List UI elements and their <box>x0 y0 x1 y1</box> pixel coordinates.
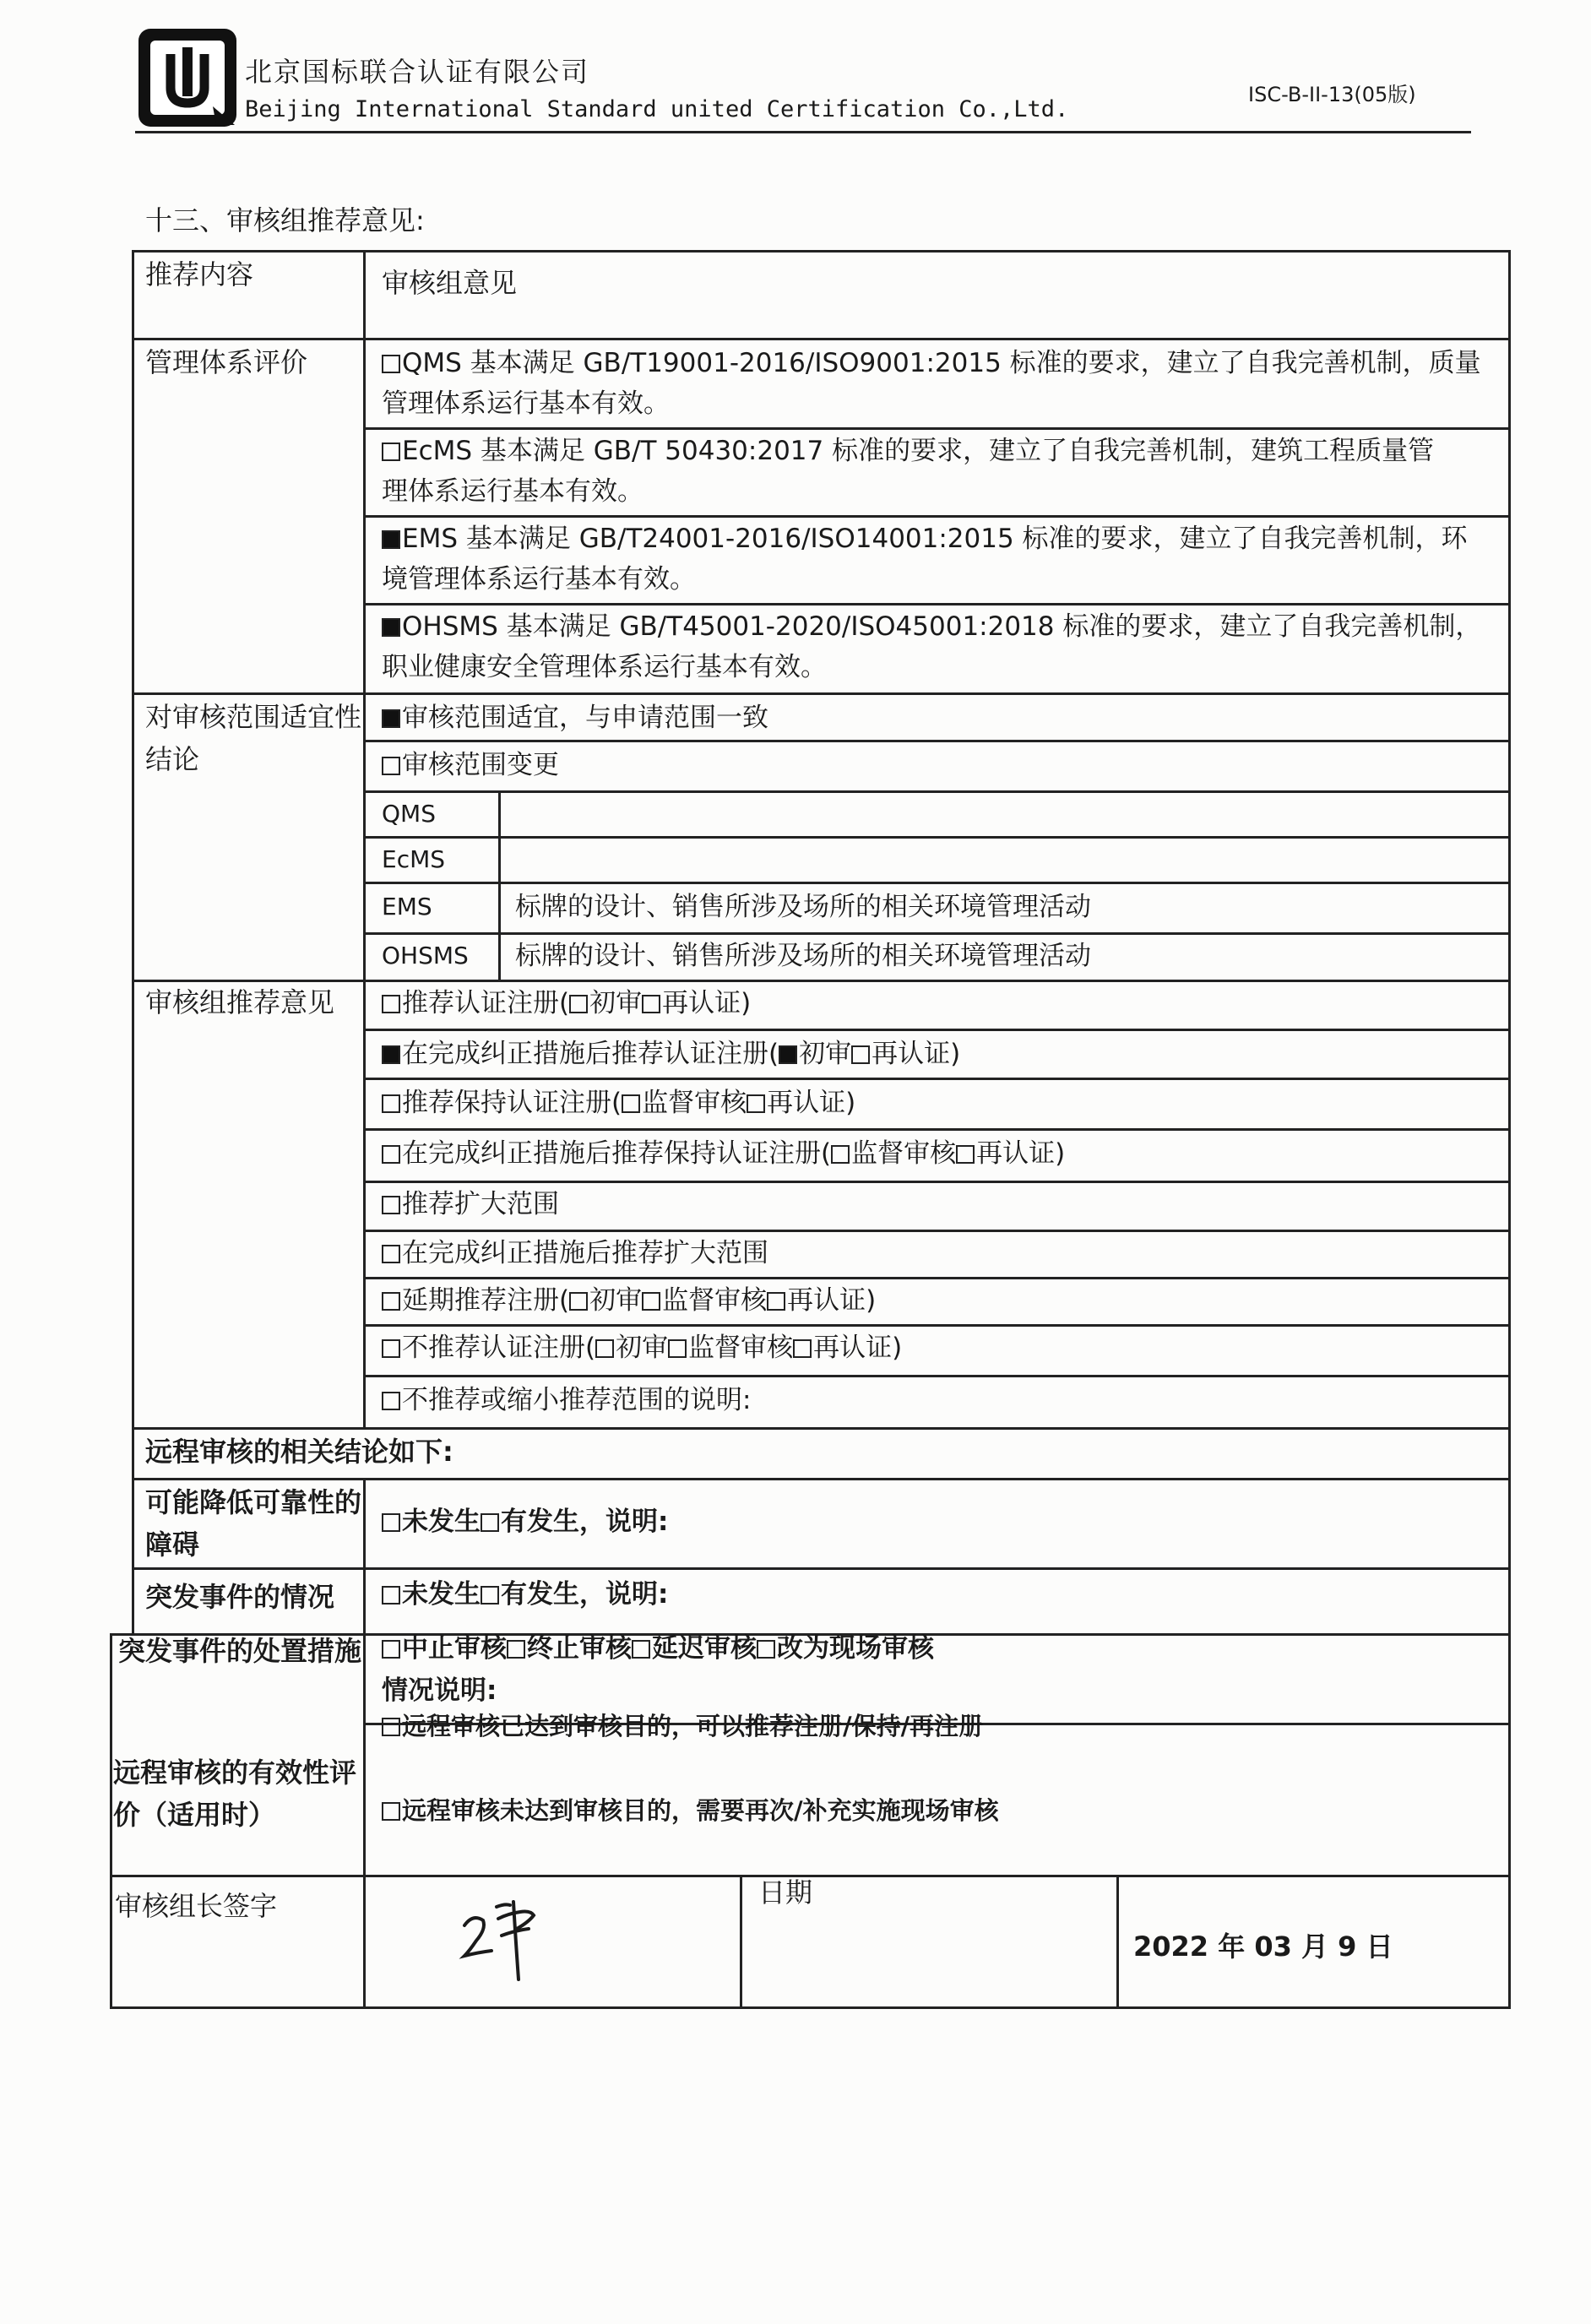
col-header-opinion: 审核组意见 <box>382 267 518 299</box>
rec-3-checkbox[interactable] <box>382 1094 400 1113</box>
ems-checkbox[interactable] <box>382 530 400 549</box>
handling-label: 突发事件的处置措施 <box>118 1635 362 1667</box>
leader-signature <box>448 1873 566 1983</box>
rec-1-checkbox[interactable] <box>382 995 400 1013</box>
handling-delay-checkbox[interactable] <box>632 1640 650 1659</box>
rec-1-recert-checkbox[interactable] <box>642 995 660 1013</box>
rec-2-initial: 初审 <box>799 1039 852 1069</box>
rec-option-2 <box>382 1034 960 1074</box>
rec-option-8 <box>382 1328 902 1368</box>
ecms-checkbox[interactable] <box>382 443 400 461</box>
rec-option-1 <box>382 983 751 1024</box>
ohsms-text: OHSMS 基本满足 GB/T45001-2020/ISO45001:2018 标准的要求，建立了自我完善机制， <box>402 611 1482 642</box>
effectiveness-achieved <box>382 1706 983 1746</box>
rec-5-checkbox[interactable] <box>382 1196 400 1214</box>
ems-text-cont: 境管理体系运行基本有效。 <box>382 564 696 595</box>
ems-text: EMS 基本满足 GB/T24001-2016/ISO14001:2015 标准的要求，建立了自我完善机制，环 <box>402 524 1468 554</box>
mgmt-eval-qms <box>382 343 1481 424</box>
reliability-options <box>382 1501 668 1542</box>
rec-4-surv: 监督审核 <box>851 1138 957 1169</box>
incident-occurred-checkbox[interactable] <box>481 1586 499 1605</box>
rec-7-text: 延期推荐注册( <box>402 1285 570 1316</box>
scope-std-ecms: EcMS <box>382 845 446 873</box>
col-header-content: 推荐内容 <box>145 258 254 290</box>
recommend-label: 审核组推荐意见 <box>145 986 335 1018</box>
header-divider <box>135 131 1471 133</box>
rec-1-text: 推荐认证注册( <box>402 988 570 1018</box>
handling-suspend-checkbox[interactable] <box>382 1640 400 1659</box>
reliability-occurred: 有发生，说明: <box>501 1507 669 1537</box>
rec-3-recert-checkbox[interactable] <box>747 1094 765 1113</box>
handling-options <box>382 1628 934 1669</box>
mgmt-eval-ohsms <box>382 606 1481 687</box>
mgmt-eval-ems <box>382 519 1468 600</box>
rec-3-recert: 再认证) <box>767 1088 856 1118</box>
scope-changed-checkbox[interactable] <box>382 757 400 775</box>
rec-8-text: 不推荐认证注册( <box>402 1333 596 1363</box>
handling-terminate-checkbox[interactable] <box>507 1640 525 1659</box>
scope-text-ohsms: 标牌的设计、销售所涉及场所的相关环境管理活动 <box>515 941 1091 971</box>
incident-label: 突发事件的情况 <box>145 1581 335 1613</box>
rec-option-5 <box>382 1184 559 1224</box>
rec-9-text: 不推荐或缩小推荐范围的说明: <box>402 1385 752 1415</box>
rec-7-surv: 监督审核 <box>662 1285 768 1316</box>
rec-4-recert-checkbox[interactable] <box>956 1145 975 1164</box>
rec-3-surv: 监督审核 <box>642 1088 747 1118</box>
incident-not-occurred-checkbox[interactable] <box>382 1586 400 1605</box>
reliability-not-occurred-checkbox[interactable] <box>382 1513 400 1532</box>
rec-3-surv-checkbox[interactable] <box>622 1094 640 1113</box>
scope-std-ohsms: OHSMS <box>382 942 469 969</box>
rec-8-surv: 监督审核 <box>688 1333 794 1363</box>
situation-label: 情况说明: <box>382 1675 497 1706</box>
rec-2-recert-checkbox[interactable] <box>851 1045 870 1064</box>
scope-changed-text: 审核范围变更 <box>402 750 559 780</box>
rec-4-recert: 再认证) <box>976 1138 1066 1169</box>
handling-terminate: 终止审核 <box>527 1633 632 1664</box>
qms-checkbox[interactable] <box>382 355 400 373</box>
section-title: 十三、审核组推荐意见: <box>145 204 425 236</box>
rec-6-text: 在完成纠正措施后推荐扩大范围 <box>402 1238 768 1268</box>
rec-option-3 <box>382 1083 855 1123</box>
effect-achieved-checkbox[interactable] <box>382 1718 400 1736</box>
rec-8-surv-checkbox[interactable] <box>668 1339 687 1358</box>
incident-not-occurred: 未发生 <box>402 1579 481 1610</box>
scope-std-ems: EMS <box>382 893 432 920</box>
rec-7-initial-checkbox[interactable] <box>569 1292 588 1311</box>
rec-4-text: 在完成纠正措施后推荐保持认证注册( <box>402 1138 832 1169</box>
effectiveness-label: 远程审核的有效性评价（适用时） <box>113 1757 357 1831</box>
effect-not-achieved-text: 远程审核未达到审核目的，需要再次/补充实施现场审核 <box>402 1796 999 1825</box>
date-value: 2022 年 03 月 9 日 <box>1133 1930 1393 1963</box>
scope-std-qms: QMS <box>382 800 436 828</box>
rec-8-checkbox[interactable] <box>382 1339 400 1358</box>
handling-onsite-checkbox[interactable] <box>757 1640 775 1659</box>
rec-8-initial: 初审 <box>616 1333 669 1363</box>
rec-8-recert: 再认证) <box>813 1333 903 1363</box>
mgmt-eval-label: 管理体系评价 <box>145 346 308 378</box>
rec-option-9 <box>382 1380 751 1420</box>
effect-achieved-text: 远程审核已达到审核目的，可以推荐注册/保持/再注册 <box>402 1712 984 1740</box>
ohsms-text-cont: 职业健康安全管理体系运行基本有效。 <box>382 652 827 682</box>
rec-option-4 <box>382 1133 1065 1174</box>
rec-2-initial-checkbox[interactable] <box>779 1045 797 1064</box>
reliability-occurred-checkbox[interactable] <box>481 1513 499 1532</box>
scope-consistent-checkbox[interactable] <box>382 709 400 728</box>
company-name-cn: 北京国标联合认证有限公司 <box>245 56 590 88</box>
scope-option-changed <box>382 745 559 785</box>
rec-1-recert: 再认证) <box>662 988 752 1018</box>
effectiveness-not-achieved <box>382 1790 999 1831</box>
rec-4-checkbox[interactable] <box>382 1145 400 1164</box>
scope-option-consistent <box>382 698 768 738</box>
reliability-label: 可能降低可靠性的障碍 <box>145 1486 362 1561</box>
rec-1-initial-checkbox[interactable] <box>569 995 588 1013</box>
rec-7-recert-checkbox[interactable] <box>767 1292 785 1311</box>
remote-title: 远程审核的相关结论如下: <box>145 1436 453 1468</box>
rec-7-initial: 初审 <box>589 1285 643 1316</box>
rec-9-checkbox[interactable] <box>382 1392 400 1410</box>
reliability-not-occurred: 未发生 <box>402 1507 481 1537</box>
handling-suspend: 中止审核 <box>402 1633 507 1664</box>
scope-label: 对审核范围适宜性结论 <box>145 701 362 775</box>
rec-5-text: 推荐扩大范围 <box>402 1189 559 1219</box>
leader-sign-label: 审核组长签字 <box>115 1890 278 1922</box>
rec-3-text: 推荐保持认证注册( <box>402 1088 622 1118</box>
rec-4-surv-checkbox[interactable] <box>831 1145 850 1164</box>
rec-7-surv-checkbox[interactable] <box>642 1292 660 1311</box>
company-logo <box>135 25 240 130</box>
effect-not-achieved-checkbox[interactable] <box>382 1802 400 1821</box>
rec-1-initial: 初审 <box>589 988 643 1018</box>
rec-option-6 <box>382 1233 768 1273</box>
incident-occurred: 有发生，说明: <box>501 1579 669 1610</box>
rec-2-recert: 再认证) <box>872 1039 961 1069</box>
document-code: ISC-B-II-13(05版) <box>1248 83 1416 106</box>
rec-8-recert-checkbox[interactable] <box>793 1339 812 1358</box>
ecms-text: EcMS 基本满足 GB/T 50430:2017 标准的要求，建立了自我完善机制，建筑工程质量管 <box>402 436 1435 466</box>
handling-delay: 延迟审核 <box>652 1633 757 1664</box>
company-name-en: Beijing International Standard united Certification Co.,Ltd. <box>245 96 1069 122</box>
handling-onsite: 改为现场审核 <box>777 1633 934 1664</box>
rec-option-7 <box>382 1280 876 1321</box>
scope-consistent-text: 审核范围适宜，与申请范围一致 <box>402 703 768 733</box>
scope-text-ems: 标牌的设计、销售所涉及场所的相关环境管理活动 <box>515 892 1091 922</box>
incident-options <box>382 1574 668 1615</box>
ohsms-checkbox[interactable] <box>382 618 400 637</box>
qms-text: QMS 基本满足 GB/T19001-2016/ISO9001:2015 标准的要求，建立了自我完善机制，质量 <box>402 348 1481 378</box>
rec-6-checkbox[interactable] <box>382 1245 400 1263</box>
rec-7-recert: 再认证) <box>787 1285 877 1316</box>
rec-7-checkbox[interactable] <box>382 1292 400 1311</box>
mgmt-eval-ecms <box>382 431 1434 512</box>
ecms-text-cont: 理体系运行基本有效。 <box>382 476 643 507</box>
rec-8-initial-checkbox[interactable] <box>595 1339 614 1358</box>
rec-2-checkbox[interactable] <box>382 1045 400 1064</box>
date-label: 日期 <box>758 1876 813 1909</box>
qms-text-cont: 管理体系运行基本有效。 <box>382 388 670 419</box>
rec-2-text: 在完成纠正措施后推荐认证注册( <box>402 1039 779 1069</box>
